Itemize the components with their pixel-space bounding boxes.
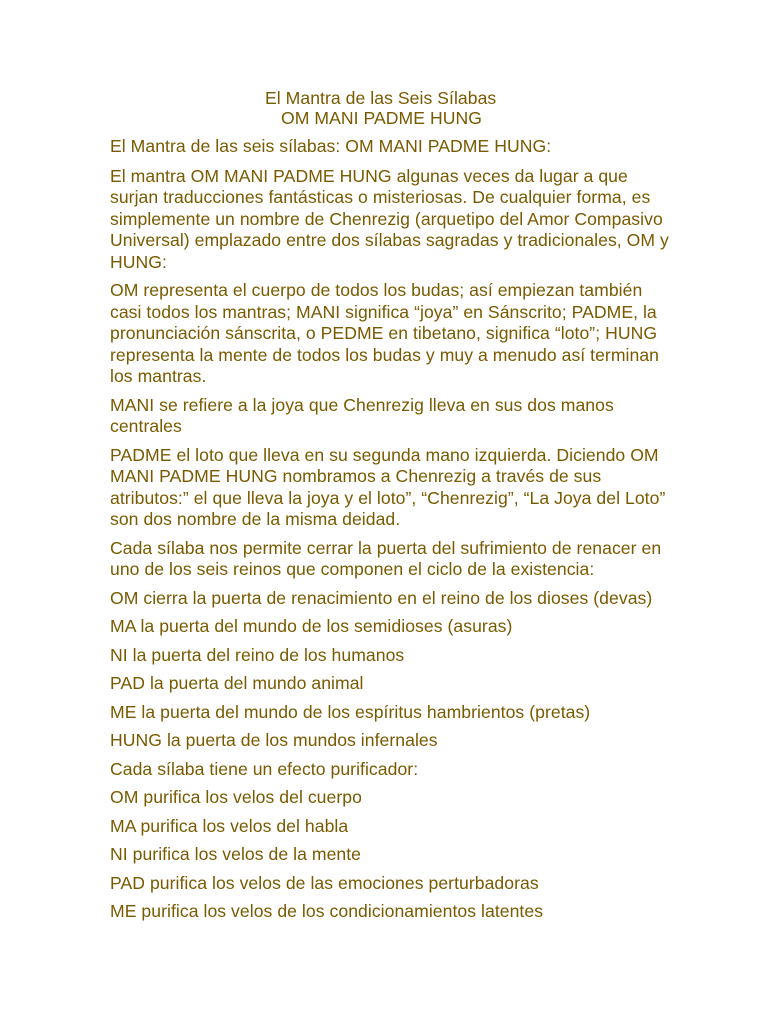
paragraph-purifying-effect: Cada sílaba tiene un efecto purificador: <box>110 758 419 779</box>
document-body <box>110 88 670 930</box>
paragraph-padme: PADME el loto que lleva en su segunda mano izquierda. Diciendo OM MANI PADME HUNG nombramos a Chenrezig a través de sus atributos:” el que lleva la joya y el loto”, “Chenrezig”, “La Joya del Loto” son dos nombre de la misma deidad. <box>110 444 666 529</box>
paragraph-mani: MANI se refiere a la joya que Chenrezig lleva en sus dos manos centrales <box>110 394 614 436</box>
list-item-ni-mind: NI purifica los velos de la mente <box>110 844 362 864</box>
paragraph-six-realms: Cada sílaba nos permite cerrar la puerta del sufrimiento de renacer en uno de los seis reinos que componen el ciclo de la existencia: <box>110 537 662 579</box>
list-item-hung-hells: HUNG la puerta de los mundos infernales <box>110 730 438 750</box>
document-subtitle: OM MANI PADME HUNG <box>281 108 482 128</box>
document-title: El Mantra de las Seis Sílabas <box>265 88 497 108</box>
list-item-me-pretas: ME la puerta del mundo de los espíritus hambrientos (pretas) <box>110 701 591 722</box>
paragraph-syllable-meaning: OM representa el cuerpo de todos los budas; así empiezan también casi todos los mantras; MANI significa “joya” en Sánscrito; PADME, la pronunciación sánscrita, o PEDME en tibetano, significa “loto”; HUNG representa la mente de todos los budas y muy a menudo así terminan los mantras. <box>110 280 660 386</box>
paragraph-intro: El mantra OM MANI PADME HUNG algunas veces da lugar a que surjan traducciones fantásticas o misteriosas. De cualquier forma, es simplemente un nombre de Chenrezig (arquetipo del Amor Compasivo Universal) emplazado entre dos sílabas sagradas y tradicionales, OM y HUNG: <box>110 165 669 272</box>
list-item-pad-emotions: PAD purifica los velos de las emociones perturbadoras <box>110 872 539 893</box>
list-item-om-body: OM purifica los velos del cuerpo <box>110 787 362 807</box>
list-item-me-conditioning: ME purifica los velos de los condicionamientos latentes <box>110 901 544 921</box>
list-item-pad-animals: PAD la puerta del mundo animal <box>110 673 364 693</box>
list-item-ni-humans: NI la puerta del reino de los humanos <box>110 644 405 665</box>
section-heading: El Mantra de las seis sílabas: OM MANI PADME HUNG: <box>110 136 552 156</box>
list-item-ma-speech: MA purifica los velos del habla <box>110 815 349 836</box>
list-item-ma-asuras: MA la puerta del mundo de los semidioses (asuras) <box>110 616 513 636</box>
list-item-om-gods: OM cierra la puerta de renacimiento en el reino de los dioses (devas) <box>110 587 653 608</box>
